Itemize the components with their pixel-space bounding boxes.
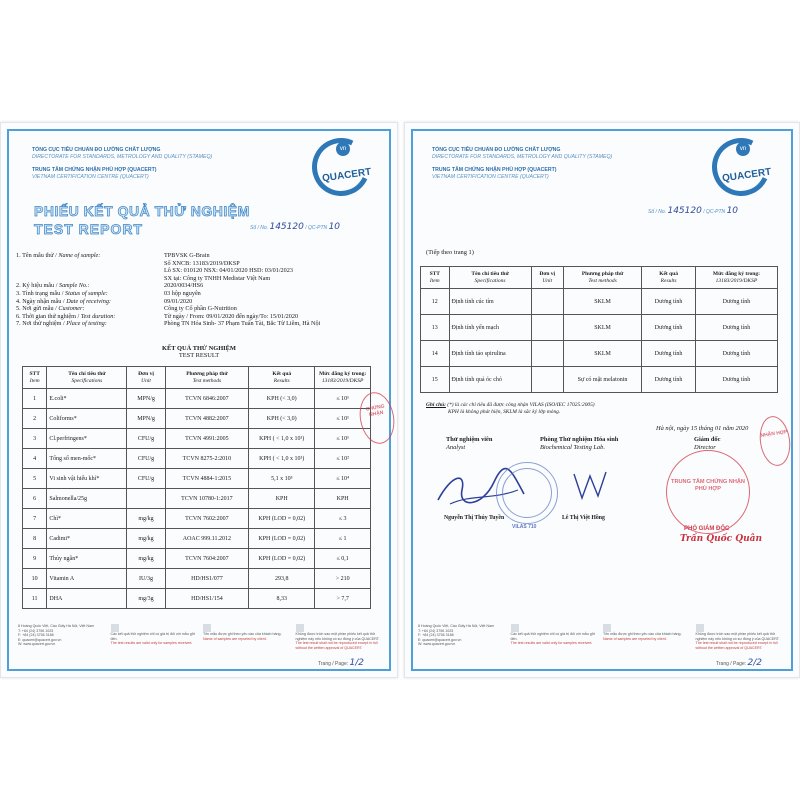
cell-limit: ≤ 10² — [315, 449, 371, 469]
cell-result: Dương tính — [642, 315, 696, 341]
footer-text: T: +84 (24) 3756 1025 — [18, 628, 54, 633]
table-row — [421, 315, 778, 341]
continued-label: (Tiếp theo trang 1) — [426, 249, 474, 256]
info-label-en: Name of sample: — [58, 252, 101, 259]
footer-text: The test results are valid only for samples received. — [110, 641, 193, 646]
info-label-vn: 3. Tình trạng mẫu / — [16, 289, 66, 297]
vilas-accreditation-seal — [496, 462, 558, 524]
column-header-vn: Kết quả — [272, 370, 292, 377]
cell-result: Dương tính — [642, 341, 696, 367]
logo-text: QUACERT — [321, 166, 372, 185]
table-row — [421, 367, 778, 393]
column-header — [531, 267, 563, 289]
lab-role-vn: Phòng Thử nghiệm Hóa sinh — [540, 436, 619, 443]
cell-spec: Định tính cúc tím — [449, 289, 531, 315]
agency-header — [32, 147, 212, 161]
cell-unit: MPN/g — [127, 409, 165, 429]
footer-icon — [696, 624, 704, 632]
cell-spec: Salmonella/25g — [47, 489, 127, 509]
report-date: Hà nội, ngày 15 tháng 01 năm 2020 — [656, 425, 749, 432]
cell-spec: Cl.perfringens* — [47, 429, 127, 449]
footer-text: E: quacert@quacert.gov.vn — [18, 637, 62, 642]
table-row — [421, 341, 778, 367]
cell-unit: mg/3g — [127, 589, 165, 609]
cell-spec: Tổng số men-mốc* — [47, 449, 127, 469]
footer-column — [18, 624, 111, 650]
cell-method: TCVN 6846:2007 — [165, 389, 249, 409]
cell-no: 7 — [23, 509, 47, 529]
info-label-en: Customer: — [58, 305, 85, 313]
column-header-en: 13183/2019/DKSP — [715, 277, 758, 284]
column-header-vn: Mức đăng ký trong: — [319, 370, 367, 377]
column-header — [695, 267, 777, 289]
report-number-2 — [648, 206, 738, 216]
stamp-text: TRUNG TÂM CHỨNG NHẬN PHÙ HỢP — [671, 479, 745, 492]
cell-method: TCVN 8275-2:2010 — [165, 449, 249, 469]
column-header — [421, 267, 450, 289]
director-signature-name: Trần Quốc Quân — [680, 534, 763, 544]
page-seal-stamp-2: NHẬN HỢP — [757, 414, 794, 468]
ref-suffix: / QC-PTN — [305, 225, 328, 231]
footer-icon — [511, 624, 519, 632]
info-label-vn: 4. Ngày nhận mẫu / — [16, 297, 67, 305]
column-header-en: Results — [273, 377, 290, 384]
cell-result: KPH (LOD = 0,02) — [249, 549, 315, 569]
cell-unit: MPN/g — [127, 389, 165, 409]
info-row — [16, 313, 376, 321]
footer-text: W: www.quacert.gov.vn — [418, 642, 456, 647]
cell-unit: CFU/g — [127, 429, 165, 449]
agency-name-en: DIRECTORATE FOR STANDARDS, METROLOGY AND QUALITY (STAMEQ) — [32, 154, 213, 160]
page-value: 2/2 — [747, 658, 762, 668]
info-value: Phòng TN Hóa Sinh- 37 Phạm Tuấn Tài, Bắc Từ Liêm, Hà Nội — [164, 320, 321, 328]
cell-limit: ≤ 10¹ — [315, 429, 371, 449]
column-header-vn: Tên chỉ tiêu thử — [471, 270, 509, 277]
cell-spec: DHA — [47, 589, 127, 609]
results-table-1 — [22, 366, 371, 609]
report-number — [250, 222, 340, 232]
footer-text: The test result shall not be reproduced except in full without the written approval of QUACERT. — [695, 641, 778, 650]
column-header — [642, 267, 696, 289]
cell-limit: ≤ 10⁴ — [315, 469, 371, 489]
column-header-en: Specifications — [71, 377, 103, 384]
info-row — [16, 282, 376, 290]
column-header-en: Item — [429, 277, 440, 284]
cell-result: KPH (< 3,0) — [249, 389, 315, 409]
cell-no: 11 — [23, 589, 47, 609]
cell-unit: mg/kg — [127, 509, 165, 529]
column-header — [23, 367, 47, 389]
footer-text: Các kết quả thử nghiệm chỉ có giá trị đối với mẫu gửi đến. — [510, 632, 595, 641]
footer-column — [418, 624, 511, 650]
sample-info — [16, 252, 376, 328]
footer-text: 8 Hoàng Quốc Việt, Cầu Giấy Hà Nội, Việt Nam — [418, 624, 494, 628]
info-label — [16, 290, 164, 298]
centre-name-vn: TRUNG TÂM CHỨNG NHẬN PHÙ HỢP (QUACERT) — [432, 167, 557, 173]
column-header-vn: Tên chỉ tiêu thử — [68, 370, 106, 377]
cell-limit: ≤ 10¹ — [315, 409, 371, 429]
info-label — [16, 267, 164, 275]
ref-number: 145120 — [269, 222, 304, 232]
column-header-vn: STT — [29, 370, 40, 377]
quacert-logo-2 — [712, 138, 770, 196]
footer-text: F: +84 (24) 3756 3188 — [418, 633, 454, 638]
info-label-en: Sample No.: — [58, 282, 90, 290]
info-label — [16, 260, 164, 268]
cell-spec: Định tính yến mạch — [449, 315, 531, 341]
cell-no: 15 — [421, 367, 450, 393]
cell-unit — [127, 489, 165, 509]
info-row — [16, 260, 376, 268]
cell-method: HD/HS1/077 — [165, 569, 249, 589]
cell-method: TCVN 7604:2007 — [165, 549, 249, 569]
column-header-vn: Mức đăng ký trong: — [712, 270, 760, 277]
info-value: Công ty Cổ phần G-Nutrition — [164, 305, 237, 313]
column-header-vn: Đơn vị — [138, 370, 154, 377]
table-row — [23, 549, 371, 569]
info-value: Từ ngày / From: 09/01/2020 đến ngày/To: 15/01/2020 — [164, 312, 299, 320]
page-seal-stamp: CHỨNG NHẬN — [356, 389, 399, 446]
analyst-role-en: Analyst — [446, 444, 466, 451]
cell-result: KPH — [249, 489, 315, 509]
column-header-en: Test methods — [588, 277, 617, 284]
info-row — [16, 290, 376, 298]
analyst-role-vn: Thử nghiệm viên — [446, 436, 493, 443]
footer-text: The test results are valid only for samples received. — [510, 641, 593, 646]
note-1: (*) là các chỉ tiêu đã được công nhận VILAS (ISO/IEC 17025:2005) — [447, 402, 595, 408]
info-label-vn: 5. Nơi gửi mẫu / — [16, 305, 59, 313]
info-label-en: Test duration: — [80, 312, 116, 320]
column-header-en: Unit — [542, 277, 553, 284]
table-header-row — [23, 367, 371, 389]
cell-unit — [531, 341, 563, 367]
table-row — [23, 589, 371, 609]
page-label: Trang / Page: — [318, 661, 349, 667]
table-row — [23, 469, 371, 489]
ref-code: 10 — [328, 222, 341, 232]
info-row — [16, 252, 376, 260]
footer-icon — [203, 624, 211, 632]
table-row — [421, 289, 778, 315]
info-label — [16, 320, 164, 328]
table-row — [23, 409, 371, 429]
cell-spec: Định tính tảo spirulina — [449, 341, 531, 367]
info-label-en: Status of sample: — [65, 289, 108, 297]
column-header-en: Unit — [141, 377, 151, 384]
info-label-vn: 2. Ký hiệu mẫu / — [16, 282, 59, 290]
cell-limit: > 210 — [315, 569, 371, 589]
cell-spec: Chì* — [47, 509, 127, 529]
cell-no: 1 — [23, 389, 47, 409]
cell-method: TCVN 10780-1:2017 — [165, 489, 249, 509]
column-header — [165, 367, 249, 389]
cell-method: TCVN 7602:2007 — [165, 509, 249, 529]
report-title-vn: PHIẾU KẾT QUẢ THỬ NGHIỆM — [34, 203, 250, 219]
column-header — [127, 367, 165, 389]
cell-result: KPH (< 3,0) — [249, 409, 315, 429]
footer-text: Name of samples are reported by client. — [203, 636, 267, 641]
logo-text: QUACERT — [721, 166, 772, 185]
cell-limit: Dương tính — [695, 341, 777, 367]
footer-column — [603, 624, 696, 650]
cell-method: SKLM — [563, 315, 642, 341]
director-role-en: Director — [694, 444, 716, 451]
footer-column — [111, 624, 204, 650]
page-number-2 — [716, 658, 762, 668]
info-label — [16, 313, 164, 321]
cell-method: AOAC 999.11.2012 — [165, 529, 249, 549]
cell-unit: mg/kg — [127, 529, 165, 549]
analyst-name: Nguyễn Thị Thúy Tuyền — [444, 515, 505, 521]
footer-column — [696, 624, 789, 650]
info-value: 2020/0034/HS6 — [164, 282, 204, 290]
ref-prefix: Số / No. — [648, 209, 667, 215]
cell-result: KPH (LOD = 0,02) — [249, 509, 315, 529]
cell-spec: E.coli* — [47, 389, 127, 409]
lab-head-name: Lê Thị Việt Hồng — [562, 515, 605, 521]
cell-result: KPH ( < 1,0 x 10¹) — [249, 449, 315, 469]
cell-no: 3 — [23, 429, 47, 449]
report-title-en: TEST REPORT — [34, 221, 144, 237]
cell-no: 4 — [23, 449, 47, 469]
cell-limit: ≤ 10¹ — [315, 389, 371, 409]
column-header-vn: STT — [429, 270, 440, 277]
info-value: Số XNCB: 13183/2019/DKSP — [164, 259, 240, 267]
cell-method: SKLM — [563, 289, 642, 315]
column-header-vn: Phương pháp thử — [186, 370, 228, 377]
info-value: Lô SX: 010120 NSX: 04/01/2020 HSD: 03/01/2023 — [164, 267, 293, 275]
table-row — [23, 389, 371, 409]
cell-unit: CFU/g — [127, 469, 165, 489]
footer-text: Không được trích sao một phần phiếu kết quả thử nghiệm này nếu không có sự đồng ý của QUACERT. — [695, 632, 780, 641]
cell-limit: Dương tính — [695, 289, 777, 315]
page-value: 1/2 — [349, 658, 364, 668]
cell-result: 5,1 x 10³ — [249, 469, 315, 489]
info-value: SX tại: Công ty TNHH Medistar Việt Nam — [164, 274, 271, 282]
cell-no: 9 — [23, 549, 47, 569]
page-label: Trang / Page: — [716, 661, 747, 667]
cell-unit: mg/kg — [127, 549, 165, 569]
footer-text: Tên mẫu được ghi theo yêu cầu của khách hàng. — [203, 632, 282, 636]
cell-limit: Dương tính — [695, 315, 777, 341]
footer-text: T: +84 (24) 3756 1025 — [418, 628, 454, 633]
agency-name-en: DIRECTORATE FOR STANDARDS, METROLOGY AND QUALITY (STAMEQ) — [432, 154, 613, 160]
ref-number: 145120 — [667, 206, 702, 216]
cell-unit: CFU/g — [127, 449, 165, 469]
column-header — [563, 267, 642, 289]
footer-text: W: www.quacert.gov.vn — [18, 642, 56, 647]
info-row — [16, 267, 376, 275]
footer-icon — [111, 624, 119, 632]
column-header-vn: Phương pháp thử — [581, 270, 624, 277]
column-header-en: 13183/2019/DKSP — [321, 377, 364, 384]
cell-no: 6 — [23, 489, 47, 509]
info-label-vn: 6. Thời gian thử nghiệm / — [16, 312, 81, 320]
info-row — [16, 305, 376, 313]
cell-method: TCVN 4882:2007 — [165, 409, 249, 429]
footer-text: Không được trích sao một phần phiếu kết quả thử nghiệm này nếu không có sự đồng ý của QUACERT. — [295, 632, 380, 641]
info-label — [16, 275, 164, 283]
cell-limit: Dương tính — [695, 367, 777, 393]
cell-unit: IU/3g — [127, 569, 165, 589]
cell-spec: Thủy ngân* — [47, 549, 127, 569]
ref-suffix: / QC-PTN — [703, 209, 726, 215]
cell-no: 8 — [23, 529, 47, 549]
page-footer-2 — [418, 624, 788, 650]
cell-no: 14 — [421, 341, 450, 367]
footer-column — [296, 624, 389, 650]
cell-result: 293,8 — [249, 569, 315, 589]
footer-column — [203, 624, 296, 650]
lab-head-signature — [570, 468, 610, 504]
result-title — [0, 345, 398, 360]
result-title-vn: KẾT QUẢ THỬ NGHIỆM — [162, 345, 236, 352]
footer-text: Các kết quả thử nghiệm chỉ có giá trị đối với mẫu gửi đến. — [110, 632, 195, 641]
column-header-en: Results — [660, 277, 677, 284]
column-header-en: Specifications — [474, 277, 506, 284]
footer-text: The test result shall not be reproduced except in full without the written approval of QUACERT. — [295, 641, 378, 650]
info-label — [16, 298, 164, 306]
seal-inner-ring — [502, 468, 552, 518]
info-label — [16, 282, 164, 290]
agency-name-vn: TỔNG CỤC TIÊU CHUẨN ĐO LƯỜNG CHẤT LƯỢNG — [32, 147, 161, 153]
cell-result: Dương tính — [642, 367, 696, 393]
agency-name-vn: TỔNG CỤC TIÊU CHUẨN ĐO LƯỜNG CHẤT LƯỢNG — [432, 147, 561, 153]
table-row — [23, 509, 371, 529]
cell-limit: ≤ 0,1 — [315, 549, 371, 569]
footer-icon — [296, 624, 304, 632]
footer-text: 8 Hoàng Quốc Việt, Cầu Giấy Hà Nội, Việt Nam — [18, 624, 94, 628]
director-role-vn: Giám đốc — [694, 436, 721, 443]
info-row — [16, 320, 376, 328]
cell-unit — [531, 367, 563, 393]
info-label-en: Date of receiving: — [66, 297, 111, 305]
column-header — [449, 267, 531, 289]
analyst-role — [446, 436, 492, 452]
vice-director-title: PHÓ GIÁM ĐỐC — [684, 526, 730, 532]
notes-label: Ghi chú: — [426, 402, 446, 408]
centre-header — [32, 167, 156, 181]
note-2: KPH là không phát hiện, SKLM là sắc ký lớp mỏng. — [448, 408, 561, 415]
test-report-page-2 — [404, 122, 800, 678]
column-header-en: Item — [29, 377, 40, 384]
footer-text: E: quacert@quacert.gov.vn — [418, 637, 462, 642]
info-label — [16, 305, 164, 313]
agency-header-2 — [432, 147, 612, 161]
info-value: 03 hộp nguyên — [164, 289, 201, 297]
cell-result: Dương tính — [642, 289, 696, 315]
cell-limit: KPH — [315, 489, 371, 509]
info-row — [16, 298, 376, 306]
cell-spec: Cadimi* — [47, 529, 127, 549]
cell-method: SKLM — [563, 341, 642, 367]
cell-spec: Coliforms* — [47, 409, 127, 429]
lab-role — [540, 436, 618, 452]
info-label-en: Place of testing: — [66, 320, 107, 328]
cell-limit: > 7,7 — [315, 589, 371, 609]
cell-no: 2 — [23, 409, 47, 429]
column-header-en: Test methods — [192, 377, 222, 384]
centre-name-en: VIETNAM CERTIFICATION CENTRE (QUACERT) — [432, 174, 549, 180]
footer-icon — [603, 624, 611, 632]
cell-unit — [531, 289, 563, 315]
page-footer-1 — [18, 624, 388, 650]
column-header — [315, 367, 371, 389]
centre-name-vn: TRUNG TÂM CHỨNG NHẬN PHÙ HỢP (QUACERT) — [32, 167, 157, 173]
info-label — [16, 252, 164, 260]
footer-text: Name of samples are reported by client. — [603, 636, 667, 641]
table-header-row — [421, 267, 778, 289]
info-value: 09/01/2020 — [164, 297, 193, 305]
info-row — [16, 275, 376, 283]
footer-text: F: +84 (24) 3756 3188 — [18, 633, 54, 638]
cell-result: KPH (LOD = 0,02) — [249, 529, 315, 549]
logo-badge: vn — [736, 142, 750, 156]
column-header-vn: Đơn vị — [539, 270, 556, 277]
column-header — [249, 367, 315, 389]
column-header-vn: Kết quả — [659, 270, 678, 277]
footer-column — [511, 624, 604, 650]
table-row — [23, 569, 371, 589]
lab-role-en: Biochemical Testing Lab. — [540, 444, 605, 451]
result-title-en: TEST RESULT — [178, 352, 220, 360]
info-label-vn: 7. Nơi thử nghiệm / — [16, 320, 67, 328]
logo-badge: vn — [336, 142, 350, 156]
quacert-logo — [312, 138, 370, 196]
page-number-1 — [318, 658, 364, 668]
table-row — [23, 429, 371, 449]
cell-no: 5 — [23, 469, 47, 489]
cell-spec: Vi sinh vật hiếu khí* — [47, 469, 127, 489]
cell-method: TCVN 4884-1:2015 — [165, 469, 249, 489]
column-header — [47, 367, 127, 389]
ref-prefix: Số / No. — [250, 225, 269, 231]
footer-text: Tên mẫu được ghi theo yêu cầu của khách hàng. — [603, 632, 682, 636]
cell-method: HD/HS1/154 — [165, 589, 249, 609]
cell-limit: ≤ 3 — [315, 509, 371, 529]
results-table-2 — [420, 266, 778, 393]
cell-method: TCVN 4991:2005 — [165, 429, 249, 449]
info-value: TPBVSK G-Brain — [164, 252, 210, 259]
cell-no: 13 — [421, 315, 450, 341]
cell-limit: ≤ 1 — [315, 529, 371, 549]
cell-method: Sự có mặt melatonin — [563, 367, 642, 393]
info-label-vn: 1. Tên mẫu thử / — [16, 252, 59, 259]
table-row — [23, 529, 371, 549]
cell-result: KPH ( < 1,0 x 10¹) — [249, 429, 315, 449]
ref-code: 10 — [726, 206, 739, 216]
cell-spec: Định tính quả óc chó — [449, 367, 531, 393]
vilas-label: VILAS 710 — [512, 524, 537, 530]
cell-result: 8,33 — [249, 589, 315, 609]
cell-no: 12 — [421, 289, 450, 315]
notes — [426, 402, 776, 415]
cell-unit — [531, 315, 563, 341]
official-red-stamp — [666, 450, 750, 534]
cell-spec: Vitamin A — [47, 569, 127, 589]
centre-header-2 — [432, 167, 556, 181]
cell-no: 10 — [23, 569, 47, 589]
table-row — [23, 489, 371, 509]
table-row — [23, 449, 371, 469]
centre-name-en: VIETNAM CERTIFICATION CENTRE (QUACERT) — [32, 174, 149, 180]
